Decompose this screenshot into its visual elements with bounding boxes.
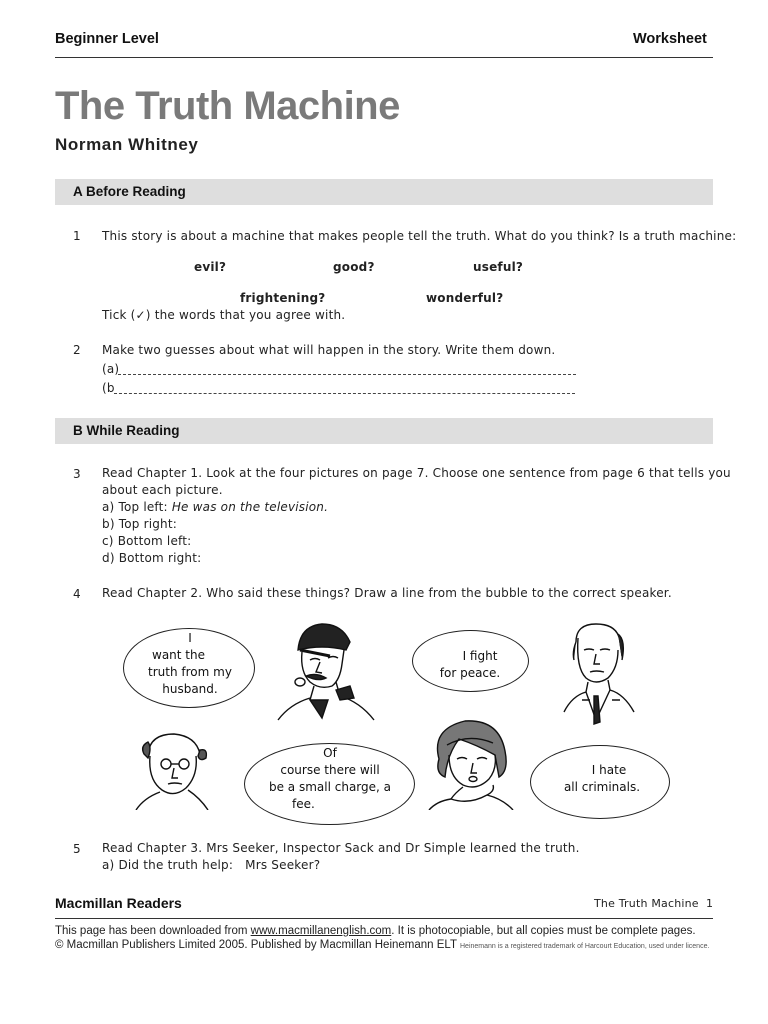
mrs-seeker-illustration[interactable] — [425, 715, 517, 810]
q1-option-wonderful: wonderful? — [426, 291, 504, 305]
header-rule — [55, 57, 713, 58]
q2-a-label: (a) — [102, 362, 120, 376]
section-b-heading: B While Reading — [73, 423, 180, 438]
q3-text-line2: about each picture. — [102, 483, 223, 497]
q1-option-evil: evil? — [194, 260, 227, 274]
q3-item-a-label: a) Top left: — [102, 500, 168, 514]
page-title: The Truth Machine — [55, 84, 400, 128]
footer-page-number: 1 — [706, 897, 714, 910]
q4-number: 4 — [73, 587, 81, 601]
q3-item-a — [102, 500, 328, 514]
q4-text: Read Chapter 2. Who said these things? Draw a line from the bubble to the correct speaker. — [102, 586, 672, 600]
q3-item-d: d) Bottom right: — [102, 551, 202, 565]
q1-number: 1 — [73, 229, 81, 243]
q3-text-line1: Read Chapter 1. Look at the four pictures on page 7. Choose one sentence from page 6 that tells you — [102, 466, 731, 480]
q2-b-label: (b — [102, 381, 115, 395]
q5-sub-a: a) Did the truth help: Mrs Seeker? — [102, 858, 321, 872]
q2-text: Make two guesses about what will happen in the story. Write them down. — [102, 343, 556, 357]
q5-text: Read Chapter 3. Mrs Seeker, Inspector Sack and Dr Simple learned the truth. — [102, 841, 580, 855]
trademark-note: Heinemann is a registered trademark of Harcourt Education, used under licence. — [460, 943, 710, 950]
inspector-sack-illustration[interactable] — [270, 620, 380, 725]
q2-a-answer-line[interactable] — [118, 374, 576, 375]
man-with-glasses-illustration[interactable] — [130, 728, 215, 810]
dr-simple-illustration[interactable] — [560, 620, 640, 730]
speech-bubble-3-text: Of course there will be a small charge, a fee. — [268, 746, 392, 811]
q2-b-answer-line[interactable] — [114, 393, 575, 394]
section-a-band — [55, 179, 713, 205]
q5-number: 5 — [73, 842, 81, 856]
q3-item-b: b) Top right: — [102, 517, 178, 531]
footer-download-note: This page has been downloaded from www.macmillanenglish.com. It is photocopiable, but all copies must be complete pages. — [55, 925, 696, 937]
q2-number: 2 — [73, 343, 81, 357]
q1-option-good: good? — [333, 260, 375, 274]
macmillan-link[interactable]: www.macmillanenglish.com — [250, 925, 392, 937]
speech-bubble-2-text: I fight for peace. — [439, 649, 501, 680]
speech-bubble-1-text: I want the truth from my husband. — [148, 631, 232, 696]
section-b-band — [55, 418, 713, 444]
section-a-heading: A Before Reading — [73, 184, 186, 199]
footer-brand: Macmillan Readers — [55, 895, 182, 911]
level-label: Beginner Level — [55, 31, 159, 47]
q1-text: This story is about a machine that makes people tell the truth. What do you think? Is a truth machine: — [102, 229, 737, 243]
speech-bubble-4-text: I hate all criminals. — [563, 763, 641, 794]
q1-option-frightening: frightening? — [240, 291, 326, 305]
footer-rule — [55, 918, 713, 919]
q3-item-a-answer: He was on the television. — [171, 500, 329, 514]
q1-option-useful: useful? — [473, 260, 524, 274]
footer-copyright: © Macmillan Publishers Limited 2005. Published by Macmillan Heinemann ELT Heinemann is a registered trademark of Harcourt Education, used under licence. — [55, 939, 710, 951]
q3-number: 3 — [73, 467, 81, 481]
worksheet-label: Worksheet — [633, 31, 707, 47]
footer-book-title: The Truth Machine — [594, 897, 699, 910]
author-name: Norman Whitney — [55, 135, 199, 154]
q3-item-c: c) Bottom left: — [102, 534, 192, 548]
q1-tick-instruction: Tick (✓) the words that you agree with. — [102, 308, 346, 322]
